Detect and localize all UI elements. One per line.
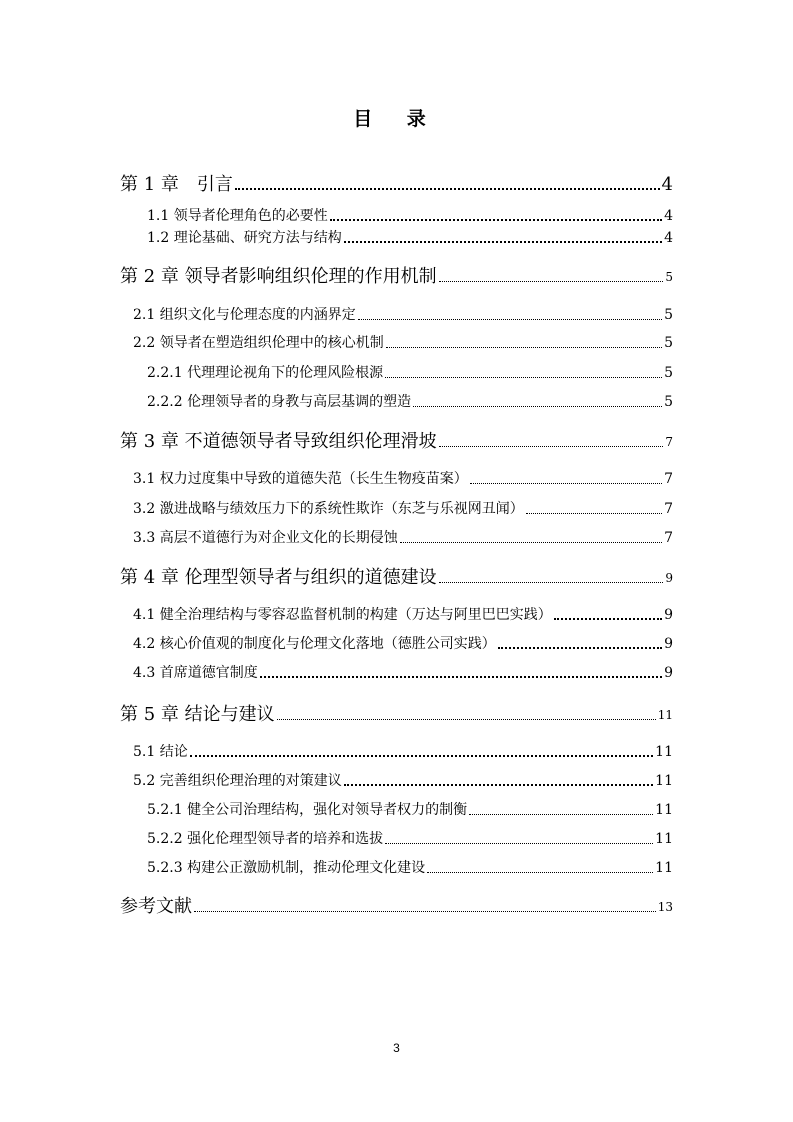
toc-section-entry[interactable] [133, 738, 673, 762]
toc-entry-label: 4.2 核心价值观的制度化与伦理文化落地（德胜公司实践） [133, 636, 496, 652]
toc-entry-label: 2.2 领导者在塑造组织伦理中的核心机制 [133, 335, 384, 351]
toc-section-entry[interactable] [133, 465, 673, 489]
toc-section-entry[interactable] [147, 224, 673, 248]
toc-entry-page: 5 [665, 270, 673, 284]
dot-leader [413, 406, 662, 407]
toc-section-entry[interactable] [133, 495, 673, 519]
toc-entry-label: 第 2 章 领导者影响组织伦理的作用机制 [120, 266, 437, 287]
toc-section-entry[interactable] [147, 825, 673, 849]
toc-entry-label: 第 1 章 引言 [120, 174, 233, 195]
toc-entry-label: 2.2.1 代理理论视角下的伦理风险根源 [147, 365, 384, 381]
toc-entry-label: 3.3 高层不道德行为对企业文化的长期侵蚀 [133, 530, 398, 546]
toc-entry-page: 7 [665, 435, 673, 449]
toc-section-entry[interactable] [147, 202, 673, 226]
toc-entry-label: 2.1 组织文化与伦理态度的内涵界定 [133, 307, 356, 323]
toc-entry-page: 4 [664, 208, 673, 224]
dot-leader [469, 814, 653, 815]
toc-section-entry[interactable] [133, 329, 673, 353]
toc-entry-page: 5 [664, 365, 673, 381]
toc-section-entry[interactable] [133, 630, 673, 654]
toc-chapter-entry[interactable] [120, 263, 673, 287]
toc-title: 目 录 [353, 108, 440, 130]
dot-leader [344, 784, 653, 786]
page-number: 3 [393, 1041, 400, 1055]
toc-entry-label: 第 4 章 伦理型领导者与组织的道德建设 [120, 567, 437, 588]
toc-entry-page: 11 [655, 744, 673, 760]
toc-entry-label: 5.2.2 强化伦理型领导者的培养和选拔 [147, 831, 384, 847]
dot-leader [470, 483, 662, 484]
dot-leader [498, 647, 662, 649]
toc-entry-page: 4 [664, 230, 673, 246]
dot-leader [526, 513, 662, 514]
toc-section-entry[interactable] [147, 359, 673, 383]
toc-entry-label: 第 3 章 不道德领导者导致组织伦理滑坡 [120, 431, 437, 452]
toc-section-entry[interactable] [147, 388, 673, 412]
toc-chapter-entry[interactable] [120, 428, 673, 452]
toc-entry-page: 5 [664, 394, 673, 410]
toc-entry-page: 5 [664, 335, 673, 351]
toc-entry-label: 3.1 权力过度集中导致的道德失范（长生生物疫苗案） [133, 471, 468, 487]
toc-chapter-entry[interactable] [120, 171, 673, 195]
dot-leader [344, 241, 662, 243]
toc-entry-page: 4 [661, 174, 673, 195]
toc-chapter-entry[interactable] [120, 893, 673, 917]
toc-section-entry[interactable] [133, 767, 673, 791]
toc-section-entry[interactable] [147, 854, 673, 878]
dot-leader [235, 188, 660, 190]
toc-section-entry[interactable] [147, 796, 673, 820]
toc-entry-page: 7 [664, 530, 673, 546]
toc-entry-page: 7 [664, 501, 673, 517]
dot-leader [439, 582, 664, 583]
toc-entry-label: 参考文献 [120, 896, 192, 917]
toc-section-entry[interactable] [133, 601, 673, 625]
toc-entry-page: 9 [664, 607, 673, 623]
toc-entry-page: 9 [665, 571, 673, 585]
toc-entry-label: 1.2 理论基础、研究方法与结构 [147, 230, 342, 246]
toc-entry-page: 9 [664, 636, 673, 652]
toc-entry-page: 11 [655, 773, 673, 789]
dot-leader [400, 542, 662, 543]
toc-entry-page: 11 [655, 802, 673, 818]
toc-section-entry[interactable] [133, 659, 673, 683]
dot-leader [439, 446, 664, 447]
dot-leader [330, 219, 662, 221]
toc-section-entry[interactable] [133, 301, 673, 325]
dot-leader [386, 347, 662, 348]
toc-entry-label: 5.2 完善组织伦理治理的对策建议 [133, 773, 342, 789]
toc-entry-label: 4.3 首席道德官制度 [133, 665, 258, 681]
toc-entry-label: 3.2 激进战略与绩效压力下的系统性欺诈（东芝与乐视网丑闻） [133, 501, 524, 517]
toc-section-entry[interactable] [133, 524, 673, 548]
toc-entry-page: 9 [664, 665, 673, 681]
dot-leader [277, 719, 656, 720]
dot-leader [427, 872, 653, 873]
toc-entry-label: 5.2.1 健全公司治理结构，强化对领导者权力的制衡 [147, 802, 468, 818]
dot-leader [358, 319, 662, 320]
toc-entry-label: 1.1 领导者伦理角色的必要性 [147, 208, 328, 224]
dot-leader [385, 843, 653, 844]
toc-entry-page: 5 [664, 307, 673, 323]
toc-chapter-entry[interactable] [120, 701, 673, 725]
toc-entry-label: 2.2.2 伦理领导者的身教与高层基调的塑造 [147, 394, 412, 410]
toc-entry-page: 11 [657, 708, 673, 722]
dot-leader [190, 755, 653, 757]
toc-entry-label: 第 5 章 结论与建议 [120, 704, 275, 725]
dot-leader [385, 377, 662, 378]
toc-entry-page: 11 [655, 831, 673, 847]
dot-leader [260, 676, 662, 678]
toc-entry-label: 5.1 结论 [133, 744, 188, 760]
toc-entry-label: 5.2.3 构建公正激励机制，推动伦理文化建设 [147, 860, 426, 876]
dot-leader [554, 618, 662, 620]
toc-entry-page: 13 [657, 900, 673, 914]
dot-leader [439, 281, 664, 282]
toc-entry-label: 4.1 健全治理结构与零容忍监督机制的构建（万达与阿里巴巴实践） [133, 607, 552, 623]
toc-entry-page: 7 [664, 471, 673, 487]
toc-entry-page: 11 [655, 860, 673, 876]
dot-leader [194, 911, 656, 912]
toc-chapter-entry[interactable] [120, 564, 673, 588]
